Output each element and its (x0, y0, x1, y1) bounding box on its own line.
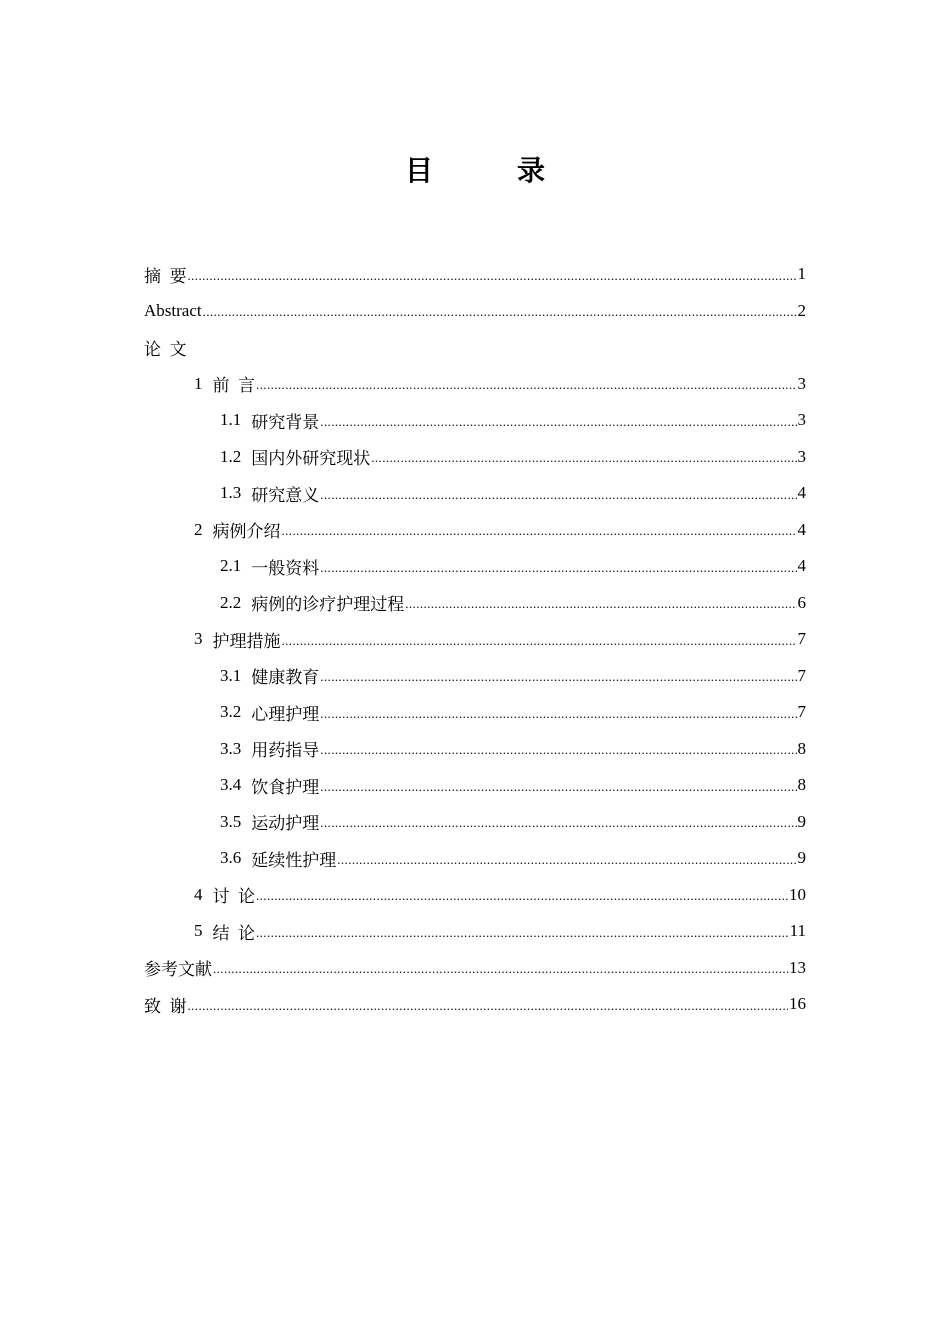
toc-entry-page-number: 3 (797, 373, 806, 393)
toc-entry-page-number: 7 (797, 665, 806, 685)
dot-leader (320, 706, 796, 731)
dot-leader (188, 268, 797, 293)
toc-entry-title: 论 文 (144, 339, 187, 359)
toc-entry-title: 一般资料 (251, 558, 320, 578)
toc-entry-title: 摘 要 (144, 266, 187, 286)
toc-entry[interactable] (144, 986, 806, 1023)
dot-leader (320, 742, 796, 767)
toc-entry-title: 参考文献 (144, 960, 212, 980)
toc-entry-page-number: 11 (789, 921, 806, 941)
dot-leader (282, 633, 797, 658)
toc-entry-number: 2.1 (220, 556, 242, 576)
toc-entry[interactable] (144, 512, 806, 549)
toc-entry[interactable] (144, 694, 806, 731)
toc-entry-number: 5 (194, 921, 203, 941)
toc-entry[interactable] (144, 731, 806, 768)
toc-entry-title: 国内外研究现状 (251, 449, 371, 469)
toc-entry-number: 3.3 (220, 738, 242, 758)
toc-entry-number: 3.1 (220, 665, 242, 685)
toc-entry[interactable] (144, 402, 806, 439)
toc-entry[interactable] (144, 877, 806, 914)
toc-entry-number: 3.4 (220, 775, 242, 795)
toc-entry-title: 健康教育 (251, 668, 320, 688)
toc-entry-title: 致 谢 (144, 996, 187, 1016)
toc-entry[interactable] (144, 804, 806, 841)
toc-entry-page-number: 16 (789, 994, 806, 1014)
toc-entry-title: 用药指导 (251, 741, 320, 761)
toc-entry[interactable] (144, 913, 806, 950)
toc-entry-title: 前 言 (212, 376, 255, 396)
dot-leader (256, 377, 797, 402)
toc-entry-number: 3 (194, 629, 203, 649)
toc-entry-title: 饮食护理 (251, 777, 320, 797)
toc-entry-number: 1 (194, 373, 203, 393)
dot-leader (320, 779, 796, 804)
dot-leader (371, 450, 796, 475)
toc-entry-title: Abstract (144, 300, 202, 320)
dot-leader (337, 852, 796, 877)
toc-entry-number: 3.6 (220, 848, 242, 868)
toc-entry[interactable] (144, 293, 806, 330)
toc-entry-page-number: 3 (797, 410, 806, 430)
dot-leader (320, 560, 796, 585)
dot-leader (188, 998, 789, 1023)
toc-entry-number: 3.5 (220, 811, 242, 831)
toc-entry-title: 运动护理 (251, 814, 320, 834)
toc-entry-page-number: 8 (797, 738, 806, 758)
dot-leader (405, 596, 796, 621)
toc-entry-number: 1.3 (220, 483, 242, 503)
toc-entry[interactable] (144, 439, 806, 476)
toc-entry-title: 护理措施 (212, 631, 281, 651)
toc-entry-page-number: 7 (797, 629, 806, 649)
toc-entry[interactable] (144, 329, 806, 366)
toc-entry-page-number: 6 (797, 592, 806, 612)
toc-entry-page-number: 8 (797, 775, 806, 795)
toc-entry[interactable] (144, 950, 806, 987)
table-of-contents (144, 256, 806, 1023)
dot-leader (256, 925, 789, 950)
toc-entry-page-number: 13 (789, 957, 806, 977)
toc-entry-number: 2 (194, 519, 203, 539)
toc-entry[interactable] (144, 366, 806, 403)
toc-entry[interactable] (144, 548, 806, 585)
toc-entry-title: 病例介绍 (212, 522, 281, 542)
toc-entry-page-number: 3 (797, 446, 806, 466)
toc-entry[interactable] (144, 256, 806, 293)
toc-entry[interactable] (144, 658, 806, 695)
toc-entry-page-number: 4 (797, 556, 806, 576)
toc-entry-page-number: 7 (797, 702, 806, 722)
toc-entry[interactable] (144, 621, 806, 658)
toc-entry-number: 1.2 (220, 446, 242, 466)
dot-leader (320, 815, 796, 840)
toc-entry-title: 研究意义 (251, 485, 320, 505)
toc-entry-page-number: 4 (797, 483, 806, 503)
toc-entry-page-number: 1 (797, 264, 806, 284)
toc-entry-number: 4 (194, 884, 203, 904)
dot-leader (320, 487, 796, 512)
toc-entry-page-number: 9 (797, 811, 806, 831)
dot-leader (213, 961, 788, 986)
toc-entry-title: 研究背景 (251, 412, 320, 432)
dot-leader (203, 304, 797, 329)
dot-leader (256, 888, 788, 913)
toc-entry-number: 1.1 (220, 410, 242, 430)
toc-entry[interactable] (144, 767, 806, 804)
toc-entry[interactable] (144, 585, 806, 622)
toc-entry-title: 心理护理 (251, 704, 320, 724)
dot-leader (320, 669, 796, 694)
toc-entry-title: 延续性护理 (251, 850, 337, 870)
toc-entry-page-number: 10 (789, 884, 806, 904)
toc-entry-page-number: 2 (797, 300, 806, 320)
toc-entry-title: 病例的诊疗护理过程 (251, 595, 405, 615)
toc-entry-page-number: 9 (797, 848, 806, 868)
page-title: 目 录 (404, 154, 573, 187)
toc-entry[interactable] (144, 840, 806, 877)
dot-leader (320, 414, 796, 439)
toc-entry-title: 结 论 (212, 923, 255, 943)
toc-entry[interactable] (144, 475, 806, 512)
toc-entry-page-number: 4 (797, 519, 806, 539)
toc-entry-title: 讨 论 (212, 887, 255, 907)
dot-leader (282, 523, 797, 548)
toc-entry-number: 3.2 (220, 702, 242, 722)
toc-entry-number: 2.2 (220, 592, 242, 612)
